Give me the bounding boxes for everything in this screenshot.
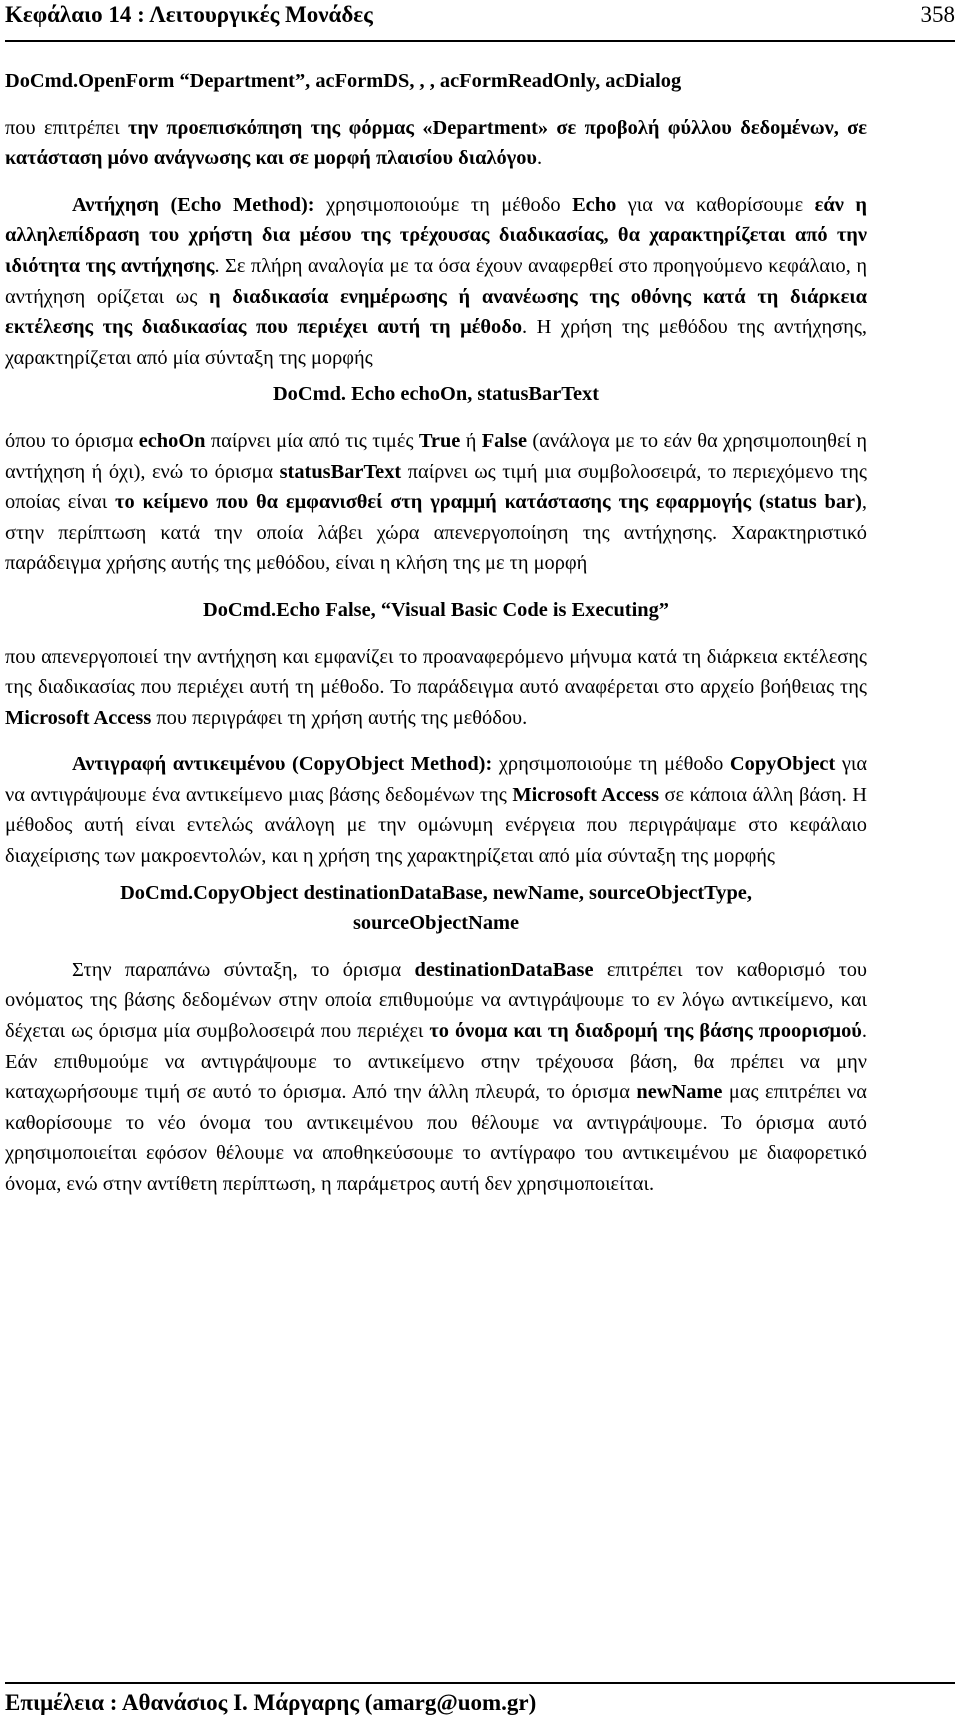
bold-run: το κείμενο που θα εμφανισθεί στη γραμμή κατάστασης της εφαρμογής (status bar) [115, 491, 862, 514]
text-run: (ανάλογα με το εάν θα χρησιμοποιηθεί η αντήχηση ή όχι), ενώ το όρισμα [5, 429, 868, 483]
paragraph-echo-method [5, 190, 867, 374]
bold-run: CopyObject [729, 753, 836, 776]
text-run: σε κάποια άλλη βάση. Η μέθοδος αυτή είναι εντελώς ανάλογη με την ομώνυμη ενέργεια που περιγράψαμε στο κεφάλαιο διαχείρισης των μακροεντολών, και η χρήση της χαρακτηρίζεται από μία σύνταξη της μορφής [5, 783, 867, 868]
term-echo-method: Αντήχηση (Echo Method): [72, 193, 315, 216]
chapter-title: Κεφάλαιο 14 : Λειτουργικές Μονάδες [5, 2, 373, 27]
paragraph-openform-description [5, 113, 867, 174]
text-run: μας επιτρέπει να καθορίσουμε το νέο όνομα του αντικειμένου που θέλουμε να αντιγράψουμε. Το όρισμα αυτό χρησιμοποιείται εφόσον θέλουμε να αποθηκεύσουμε το αντίγραφο του αντικειμένου με διαφορετικό όνομα, ενώ στην αντίθετη περίπτωση, η παράμετρος αυτή δεν χρησιμοποιείται. [5, 1081, 867, 1195]
bold-run: statusBarText [279, 460, 402, 483]
text-run: Στην παραπάνω σύνταξη, το όρισμα [72, 958, 415, 981]
bold-run: την προεπισκόπηση της φόρμας «Department» σε προβολή φύλλου δεδομένων, σε κατάσταση μόνο ανάγνωσης και σε μορφή πλαισίου διαλόγου [5, 116, 867, 170]
text-run: ή [460, 429, 482, 452]
text-run: όπου το όρισμα [5, 429, 139, 452]
text-run: χρησιμοποιούμε τη μέθοδο [492, 753, 730, 776]
text-run: . Σε πλήρη αναλογία με τα όσα έχουν αναφερθεί στο προηγούμενο κεφάλαιο, η αντήχηση ορίζεται ως [5, 254, 867, 308]
bold-run: False [481, 429, 528, 452]
bold-run: newName [636, 1081, 723, 1104]
text-run: παίρνει μία από τις τιμές [205, 429, 419, 452]
paragraph-copyobject-arguments [5, 955, 867, 1200]
text-run: που επιτρέπει [5, 116, 128, 139]
bold-run: destinationDataBase [414, 958, 594, 981]
text-run: . [536, 147, 543, 170]
page-footer [5, 1682, 955, 1725]
code-line: DoCmd.CopyObject destinationDataBase, newName, sourceObjectType, [120, 881, 752, 904]
code-copyobject-syntax [5, 878, 867, 939]
bold-run: εάν η αλληλεπίδραση του χρήστη δια μέσου της τρέχουσας διαδικασίας, θα χαρακτηρίζεται από την ιδιότητα της αντήχησης [5, 193, 867, 277]
text-run: για να αντιγράψουμε ένα αντικείμενο μιας βάσης δεδομένων της [5, 753, 868, 806]
text-run: χρησιμοποιούμε τη μέθοδο [314, 193, 573, 216]
code-echo-example: DoCmd.Echo False, “Visual Basic Code is Executing” [203, 598, 669, 621]
footer-editor-credit: Επιμέλεια : Αθανάσιος Ι. Μάργαρης (amarg@uom.gr) [5, 1690, 537, 1715]
text-run: , στην περίπτωση κατά την οποία λάβει χώρα απενεργοποίηση της αντήχησης. Χαρακτηριστικό παράδειγμα χρήσης αυτής της μεθόδου, είναι η κλήση της με τη μορφή [5, 491, 868, 575]
paragraph-copyobject-method [5, 749, 867, 871]
bold-run: Microsoft Access [512, 783, 660, 806]
bold-run: echoOn [138, 429, 206, 452]
text-run: για να καθορίσουμε [616, 193, 815, 216]
text-run: που απενεργοποιεί την αντήχηση και εμφανίζει το προαναφερόμενο μήνυμα κατά τη διάρκεια εκτέλεσης της διαδικασίας που περιέχει αυτή τη μέθοδο. Το παράδειγμα αυτό αναφέρεται στο αρχείο βοήθειας της [5, 645, 867, 699]
text-run: επιτρέπει τον καθορισμό του ονόματος της βάσης δεδομένων στην οποία επιθυμούμε να αντιγράψουμε το εν λόγω αντικείμενο, και δέχεται ως όρισμα μία συμβολοσειρά που περιέχει [5, 958, 867, 1043]
term-copyobject-method: Αντιγραφή αντικειμένου (CopyObject Method): [72, 753, 493, 776]
text-run: . Η χρήση της μεθόδου της αντήχησης, χαρακτηρίζεται από μία σύνταξη της μορφής [5, 316, 867, 369]
code-openform: DoCmd.OpenForm “Department”, acFormDS, , , acFormReadOnly, acDialog [5, 70, 682, 92]
text-run: παίρνει ως τιμή μια συμβολοσειρά, το περιεχόμενο της οποίας είναι [5, 460, 867, 514]
bold-run: το όνομα και τη διαδρομή της βάσης προορισμού [429, 1020, 862, 1043]
text-run: . Εάν επιθυμούμε να αντιγράψουμε το αντικείμενο στην τρέχουσα βάση, θα πρέπει να μην καταχωρήσουμε τιμή σε αυτό το όρισμα. Από την άλλη πλευρά, το όρισμα [5, 1020, 867, 1104]
code-echo-syntax: DoCmd. Echo echoOn, statusBarText [272, 383, 600, 406]
bold-run: True [418, 429, 461, 452]
code-line: sourceObjectName [352, 912, 520, 935]
paragraph-echo-arguments [5, 426, 867, 579]
paragraph-echo-example-description [5, 642, 867, 734]
text-run: που περιγράφει τη χρήση αυτής της μεθόδου. [151, 706, 528, 729]
bold-run: η διαδικασία ενημέρωσης ή ανανέωσης της οθόνης κατά τη διάρκεια εκτέλεσης της διαδικασίας που περιέχει αυτή τη μέθοδο [5, 285, 867, 339]
page-header [5, 0, 955, 42]
page-number: 358 [920, 2, 955, 27]
page-body [5, 66, 867, 1200]
bold-run: Echo [572, 193, 617, 216]
bold-run: Microsoft Access [5, 706, 152, 729]
